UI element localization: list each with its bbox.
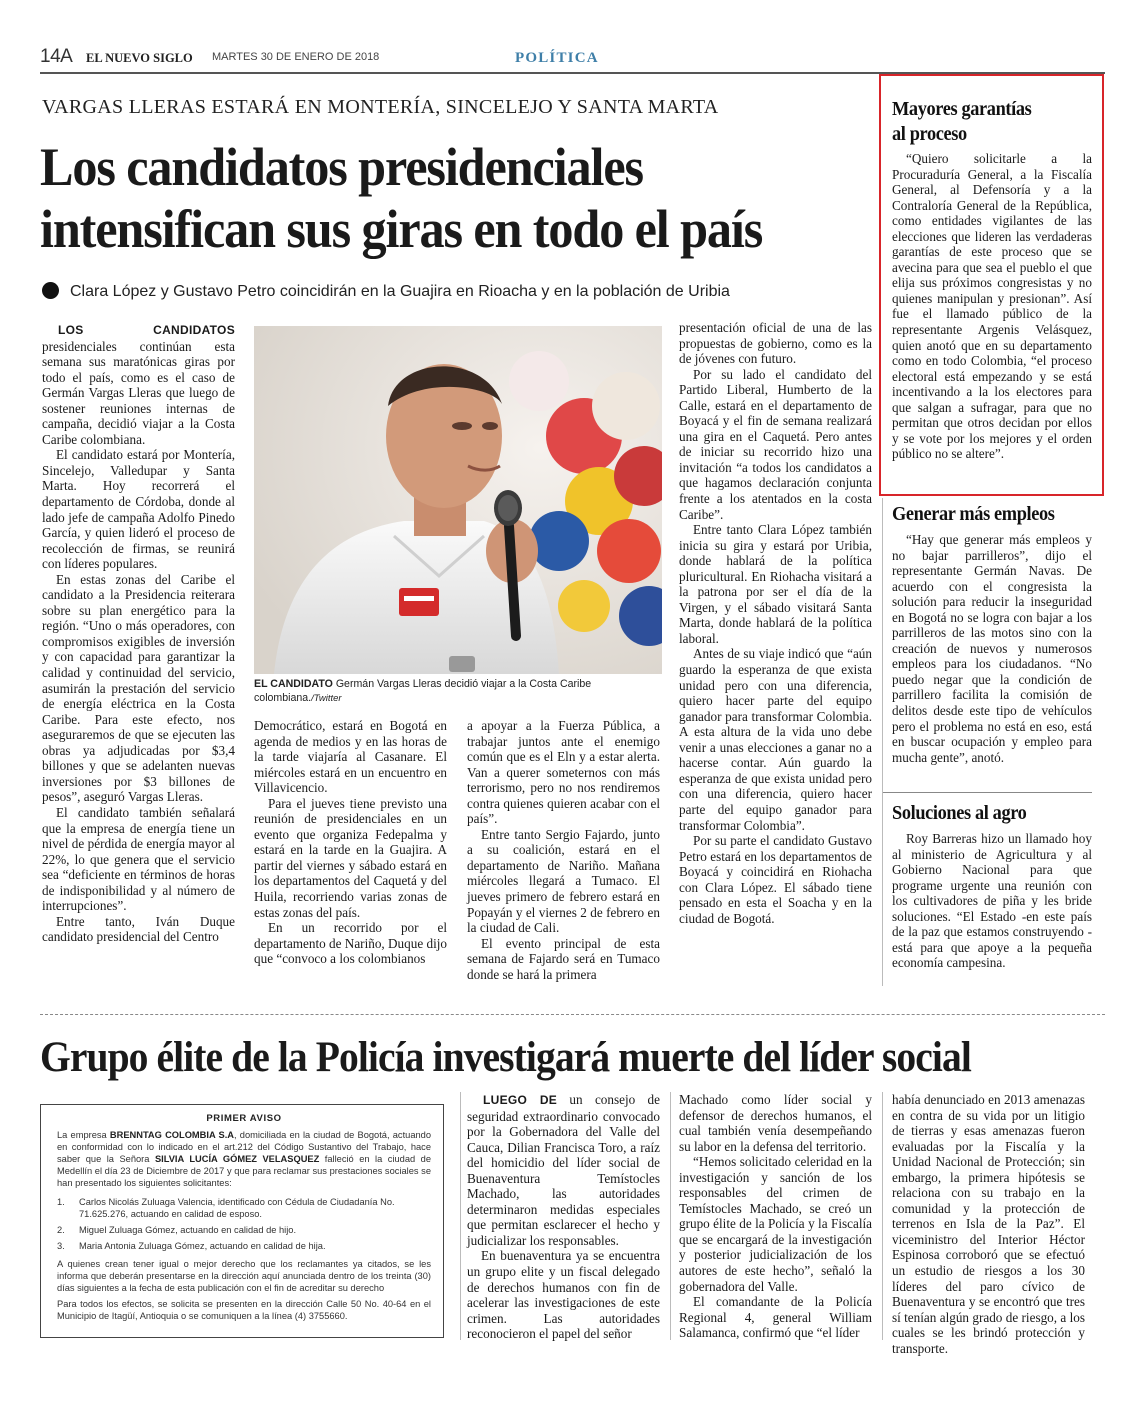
paragraph: “Hemos solicitado celeridad en la investigación y sanción de los responsables del crimen de Temístocles Machado, se creó un grupo élite de la Policía y la Fiscalía que se encargará de la investigación y posterior judicialización de los autores de este hecho”, señaló la gobernadora del Valle.	[679, 1154, 872, 1294]
paragraph: Entre tanto Sergio Fajardo, junto a su coalición, estará en el departamento de Nariño. Mañana miércoles llegará a Tumaco. El jueves primero de febrero estará en Popayán y el viernes 2 de febrero en la ciudad de Cali.	[467, 826, 660, 936]
main-headline-line2: intensifican sus giras en todo el país	[40, 199, 763, 259]
sidebar-title: Soluciones al agro	[892, 803, 1027, 824]
main-kicker: VARGAS LLERAS ESTARÁ EN MONTERÍA, SINCELEJO Y SANTA MARTA	[42, 96, 719, 118]
sidebar-divider	[882, 792, 1092, 793]
lead-in: LUEGO DE	[483, 1093, 558, 1107]
main-column-4	[679, 320, 872, 926]
item-number: 1.	[57, 1196, 65, 1207]
paragraph-text: un consejo de seguridad extraordinario convocado por la Gobernadora del Valle del Cauca, Dilian Francisca Toro, a raíz del homicidio del líder social de Buenaventura Temístocles Machado, las autoridades determinaron medidas especiales que permitan esclarecer el hecho y judicializar los responsables.	[467, 1092, 661, 1248]
caption-lead: EL CANDIDATO	[254, 678, 333, 690]
issue-date: MARTES 30 DE ENERO DE 2018	[212, 51, 380, 63]
paragraph: Roy Barreras hizo un llamado hoy al ministerio de Agricultura y al Gobierno Nacional para que programe urgente una reunión con los cultivadores de piña y les bride soluciones. “El Estado -en este país de la paz que estamos construyendo -está para que apoye a la pequeña economía campesina.	[892, 831, 1092, 971]
second-column-1	[467, 1092, 660, 1342]
column-rule	[670, 1092, 671, 1340]
sidebar-title: Generar más empleos	[892, 504, 1055, 525]
sidebar-title-line: al proceso	[892, 124, 967, 145]
sidebar-box-3	[892, 801, 1092, 971]
column-rule	[882, 1092, 883, 1340]
paragraph: El candidato también señalará que la empresa de energía tiene un nivel de pérdida de energía mayor al 22%, lo que genera que el servicio sea “deficiente en términos de horas de indisponibilidad y al número de interrupciones”.	[42, 804, 235, 914]
candidate-photo	[254, 326, 662, 674]
photo-credit: /Twitter	[311, 692, 342, 704]
notice-company: BRENNTAG COLOMBIA S.A	[109, 1130, 235, 1141]
sidebar-box-1	[892, 97, 1092, 462]
newspaper-name: EL NUEVO SIGLO	[86, 51, 193, 65]
bullet-icon	[42, 282, 59, 299]
sidebar-title	[892, 97, 1080, 147]
notice-paragraph: A quienes crean tener igual o mejor derecho que los reclamantes ya citados, se les informa que deberán presentarse en la dirección aquí anunciada dentro de los treinta (30) días siguientes a la fecha de esta publicación con el fin de acreditar su derecho	[57, 1258, 431, 1294]
legal-notice	[40, 1104, 444, 1338]
list-item	[57, 1240, 431, 1252]
notice-person: SILVIA LUCÍA GÓMEZ VELASQUEZ	[154, 1154, 320, 1165]
notice-text: , domiciliada en la ciudad de Bogotá, actuando en conformidad con lo indicado en el art.212 del Código Sustantivo del Trabajo, hace saber que la Señora	[57, 1130, 431, 1165]
item-text: Miguel Zuluaga Gómez, actuando en calidad de hijo.	[79, 1224, 297, 1235]
item-text: Carlos Nicolás Zuluaga Valencia, identificado con Cédula de Ciudadanía No. 71.625.276, actuando en calidad de esposo.	[79, 1196, 395, 1219]
paragraph: había denunciado en 2013 amenazas en contra de su vida por un litigio de tierras y esas amenazas fueron evaluadas por la Fiscalía y la Unidad Nacional de Protección; sin embargo, la primera hipótesis se relaciona con su trabajo en la comunidad y la protección de terrenos en Isla de la Paz”. El viceministro del Interior Héctor Espinosa corroboró que se efectuó un estudio de riesgos a los 30 líderes del paro cívico de Buenaventura y se encontró que tres sí tenían algún grado de riesgo, a los cuales se les brindó protección y transporte.	[892, 1092, 1085, 1356]
second-column-3	[892, 1092, 1085, 1356]
list-item	[57, 1224, 431, 1236]
sidebar-left-rule	[882, 498, 883, 986]
paragraph: “Quiero solicitarle a la Procuraduría General, a la Fiscalía General, al Defensoría y a la Contraloría General de la República, como entidades vigilantes de las elecciones que lideren las verdaderas garantías de este proceso que se avecina para que sea el pueblo el que elija sus próximos congresistas y no quienes manipulan y presionan”. Así fue el llamado público de la representante Argenis Velásquez, quien anotó que en su departamento como en todo Colombia, “el proceso electoral está empezando y se está incentivando a la los electores para que salgan a sufragar, para que no permitan que otros decidan por ellos y se vote por los mejores y el orden público no se altere”.	[892, 151, 1092, 462]
item-text: Maria Antonia Zuluaga Gómez, actuando en calidad de hija.	[79, 1240, 326, 1251]
photo-illustration	[254, 326, 662, 674]
paragraph: El evento principal de esta semana de Fajardo será en Tumaco donde se hará la primera	[467, 935, 660, 982]
paragraph: “Hay que generar más empleos y no bajar parrilleros”, dijo el representante Germán Navas. De acuerdo con el congresista la solución para reducir la inseguridad en Bogotá no se logra con bajar a los parrilleros de las motos sino con la creación de nuevos y numerosos empleos para los ciudadanos. “No puedo negar que la condición de parrillero facilita la comisión de delitos desde este tipo de vehículos pero el problema no está en eso, está en buscar ocupación y empleo para mucha gente”, anotó.	[892, 532, 1092, 765]
notice-intro	[57, 1129, 431, 1189]
sidebar-box-2	[892, 502, 1092, 765]
sidebar-text	[892, 831, 1092, 971]
paragraph: Entre tanto, Iván Duque candidato presidencial del Centro	[42, 913, 235, 945]
paragraph: Por su parte el candidato Gustavo Petro estará en los departamentos de Boyacá y coincidirá en Riohacha con Clara López. El sábado tiene pensado en esta el Soacha y en la ciudad de Bogotá.	[679, 833, 872, 926]
paragraph: En un recorrido por el departamento de Nariño, Duque dijo que “convoco a los colombianos	[254, 920, 447, 967]
paragraph: Para el jueves tiene previsto una reunión de presidenciales en un evento que organiza Fedepalma y estará en la tarde en la Guajira. A partir del viernes y sábado estará en los departamentos del Caquetá y del Huila, recorriendo varias zonas de estas zonas del país.	[254, 795, 447, 920]
notice-text: La empresa	[57, 1130, 110, 1141]
notice-paragraph: Para todos los efectos, se solicita se presenten en la dirección Calle 50 No. 40-64 en el Municipio de Itagüí, Antioquia o se comuniquen a la línea (4) 3755660.	[57, 1299, 431, 1322]
list-item	[57, 1196, 431, 1220]
main-column-3	[467, 718, 660, 982]
caption-text: Germán Vargas Lleras decidió viajar a la Costa Caribe colombiana.	[254, 678, 592, 704]
second-column-2	[679, 1092, 872, 1341]
paragraph: Entre tanto Clara López también inicia su gira y estará por Uribia, donde hablará de la política pluricultural. En Riohacha visitará a la patrona por ser el día de la Virgen, y el sábado visitará Santa Marta, donde hablará de la política laboral.	[679, 522, 872, 646]
sidebar-text	[892, 532, 1092, 765]
section-name: POLÍTICA	[515, 50, 599, 66]
paragraph-text: presidenciales continúan esta semana sus maratónicas giras por todo el país, como es el caso de Germán Vargas Lleras que luego de sostener reuniones internas de campaña, decidió viajar a la Costa Caribe colombiana.	[42, 338, 235, 447]
main-deck	[42, 282, 730, 301]
second-headline: Grupo élite de la Policía investigará muerte del líder social	[40, 1034, 971, 1081]
paragraph: El comandante de la Policía Regional 4, general William Salamanca, confirmó que “el líder	[679, 1294, 872, 1341]
notice-title: PRIMER AVISO	[206, 1113, 282, 1124]
paragraph: Machado como líder social y defensor de derechos humanos, el cual también venía desempeñando su labor en la defensa del territorio.	[679, 1092, 872, 1154]
paragraph: En buenaventura ya se encuentra un grupo elite y un fiscal delegado de derechos humanos con fin de acelerar las investigaciones de este crimen. Las autoridades reconocieron el papel del señor	[467, 1248, 660, 1342]
lead-in: LOS CANDIDATOS	[58, 323, 235, 337]
paragraph: El candidato estará por Montería, Sincelejo, Valledupar y Santa Marta. Hoy recorrerá el departamento de Córdoba, donde al lado jefe de campaña Adolfo Pinedo García, y quien lideró el proceso de recolección de firmas, se reunirá con líderes populares.	[42, 447, 235, 572]
column-rule	[460, 1092, 461, 1340]
item-number: 3.	[57, 1240, 65, 1251]
main-headline	[40, 136, 821, 260]
main-headline-line1: Los candidatos presidenciales	[40, 137, 643, 197]
main-column-2	[254, 718, 447, 967]
paragraph: Por su lado el candidato del Partido Liberal, Humberto de la Calle, estará en el departamento de Boyacá y el fin de semana realizará una gira en el Caquetá. Pero antes de iniciar su recorrido hizo una invitación “a todos los candidatos a que hagamos declaración conjunta frente a los atentados en la costa Caribe”.	[679, 366, 872, 522]
paragraph	[42, 322, 235, 447]
page-number: 14A	[40, 46, 73, 67]
notice-claimants	[57, 1196, 431, 1252]
paragraph	[467, 1092, 660, 1248]
main-column-1	[42, 322, 235, 945]
page-header	[40, 42, 1105, 74]
paragraph: presentación oficial de una de las propuestas de gobierno, como es la de jóvenes con futuro.	[679, 320, 872, 367]
paragraph: En estas zonas del Caribe el candidato a la Presidencia reiterara sobre su plan energético para la región. “Uno o más operadores, con compromisos exigibles de inversión y con capacidad para garantizar la calidad y continuidad del servicio, asumirán la prestación del servicio de energía eléctrica en la Costa Caribe. Para este efecto, nos aseguraremos de que se ejecuten las obras ya adjudicadas por $3,4 billones y que se adelanten nuevas inversiones por $3 billones de pesos”, aseguró Vargas Lleras.	[42, 571, 235, 805]
photo-caption	[254, 678, 662, 705]
sidebar-text	[892, 151, 1092, 462]
sidebar-title-line: Mayores garantías	[892, 99, 1032, 120]
item-number: 2.	[57, 1224, 65, 1235]
paragraph: a apoyar a la Fuerza Pública, a trabajar juntos ante el enemigo común que es el Eln y a estar alerta. Van a querer someternos con más terrorismo, pero no nos rendiremos contra quienes quieren acabar con el país”.	[467, 718, 660, 827]
notice-text: falleció en la ciudad de Medellín el día 23 de Diciembre de 2017 y que para reclamar sus prestaciones sociales se han presentado los siguientes solicitantes:	[57, 1154, 431, 1189]
story-separator	[40, 1014, 1105, 1015]
paragraph: Democrático, estará en Bogotá en agenda de medios y en las horas de la tarde viajaría al Casanare. El miércoles estará en un encuentro en Villavicencio.	[254, 718, 447, 796]
paragraph: Antes de su viaje indicó que “aún guardo la esperanza de que exista unidad pero con una diferencia, quiero hacer parte del equipo ganador para transformar Colombia. A esta altura de la vida uno debe venir a unas elecciones a ganar no a hacerse contar. Aún guardo la esperanza de que exista unidad pero con una diferencia, quiero hacer parte del equipo ganador para transformar Colombia”.	[679, 646, 872, 833]
deck-text: Clara López y Gustavo Petro coincidirán en la Guajira en Rioacha y en la población de Uribia	[70, 283, 730, 300]
